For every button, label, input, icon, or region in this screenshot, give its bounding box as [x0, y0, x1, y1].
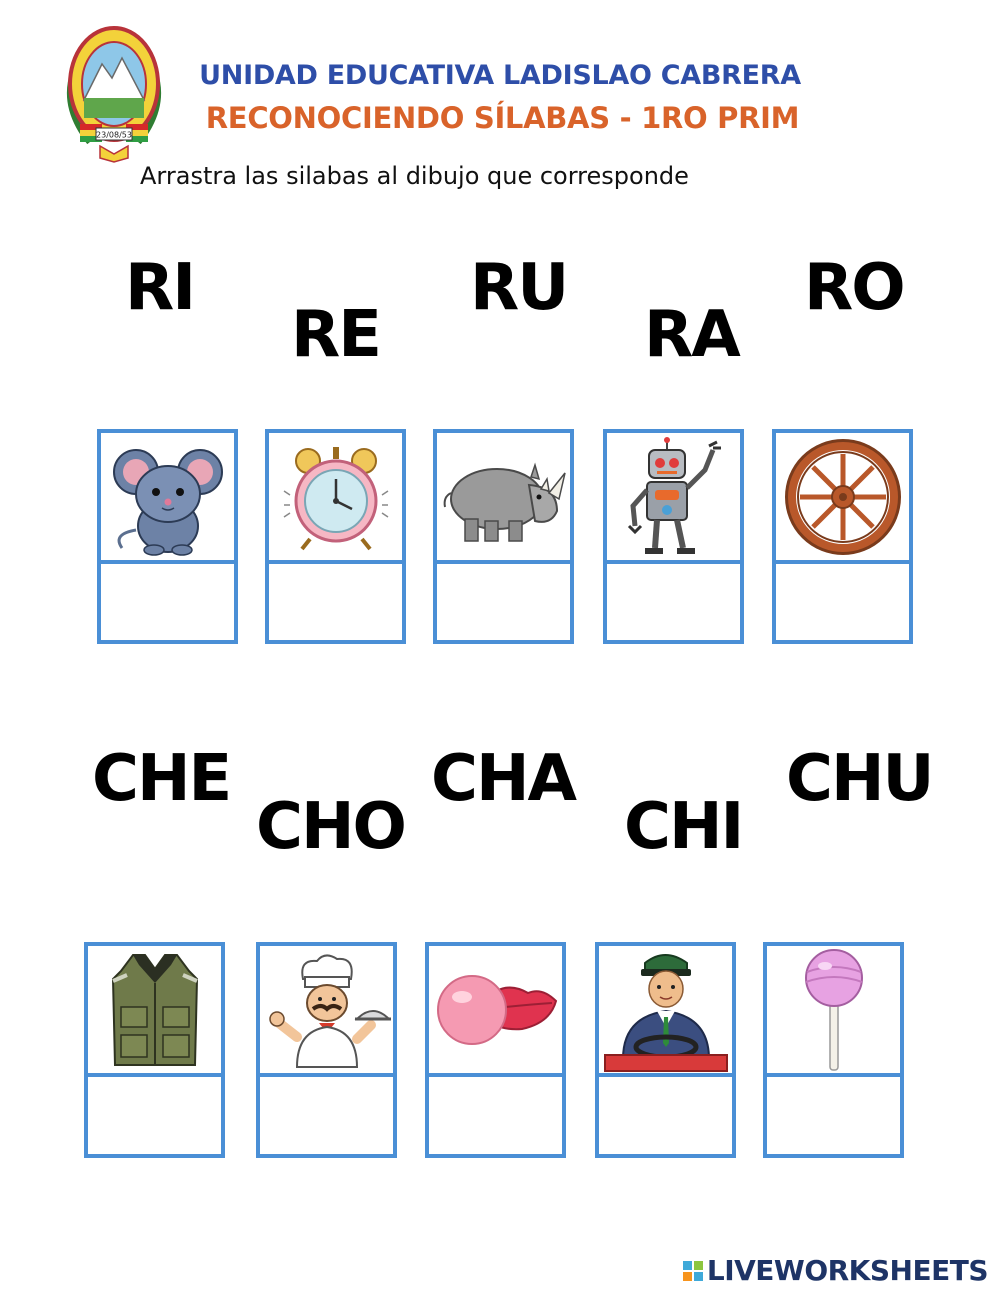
vest-icon — [88, 946, 221, 1077]
drop-zone-lollipop[interactable] — [767, 1077, 900, 1154]
drop-zone-wheel[interactable] — [776, 564, 909, 640]
wheel-icon — [776, 433, 909, 564]
chewing-gum-icon — [429, 946, 562, 1077]
drop-zone-mouse[interactable] — [101, 564, 234, 640]
card-rhino — [433, 429, 574, 644]
card-chef — [256, 942, 397, 1158]
drop-zone-clock[interactable] — [269, 564, 402, 640]
syllable-re[interactable]: RE — [291, 298, 380, 372]
card-gum — [425, 942, 566, 1158]
drop-zone-driver[interactable] — [599, 1077, 732, 1154]
drop-zone-robot[interactable] — [607, 564, 740, 640]
syllable-che[interactable]: CHE — [92, 742, 231, 816]
logo-date: 23/08/53 — [96, 130, 132, 140]
syllable-chu[interactable]: CHU — [786, 742, 933, 816]
drop-zone-rhino[interactable] — [437, 564, 570, 640]
card-lollipop — [763, 942, 904, 1158]
drop-zone-vest[interactable] — [88, 1077, 221, 1154]
drop-zone-gum[interactable] — [429, 1077, 562, 1154]
liveworksheets-mark-icon — [683, 1261, 703, 1281]
syllable-chi[interactable]: CHI — [624, 790, 743, 864]
syllable-cha[interactable]: CHA — [431, 742, 576, 816]
syllable-ra[interactable]: RA — [644, 298, 739, 372]
lollipop-icon — [767, 946, 900, 1077]
rhinoceros-icon — [437, 433, 570, 564]
liveworksheets-logo[interactable] — [683, 1254, 988, 1287]
alarm-clock-icon — [269, 433, 402, 564]
syllable-ru[interactable]: RU — [470, 251, 568, 325]
card-clock — [265, 429, 406, 644]
card-wheel — [772, 429, 913, 644]
syllable-ro[interactable]: RO — [804, 251, 904, 325]
instruction-text: Arrastra las silabas al dibujo que corresponde — [140, 162, 689, 190]
chef-icon — [260, 946, 393, 1077]
worksheet-title: RECONOCIENDO SÍLABAS - 1RO PRIM — [205, 101, 800, 135]
syllable-ri[interactable]: RI — [125, 251, 195, 325]
brand-name: LIVEWORKSHEETS — [706, 1254, 988, 1287]
chauffeur-icon — [599, 946, 732, 1077]
robot-icon — [607, 433, 740, 564]
drop-zone-chef[interactable] — [260, 1077, 393, 1154]
syllable-cho[interactable]: CHO — [256, 790, 405, 864]
card-vest — [84, 942, 225, 1158]
card-driver — [595, 942, 736, 1158]
card-robot — [603, 429, 744, 644]
school-name: UNIDAD EDUCATIVA LADISLAO CABRERA — [199, 60, 801, 91]
mouse-icon — [101, 433, 234, 564]
card-mouse — [97, 429, 238, 644]
